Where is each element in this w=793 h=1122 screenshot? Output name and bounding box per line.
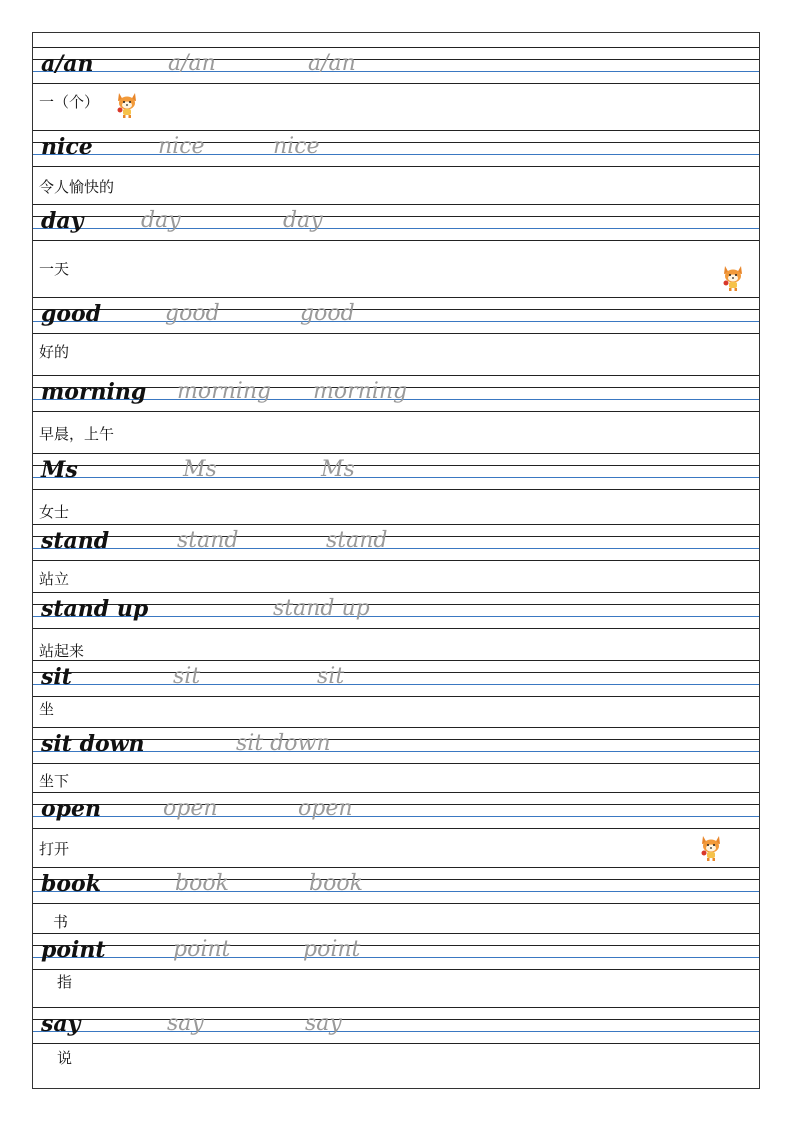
vocab-word: nice xyxy=(41,134,93,160)
vocab-word: morning xyxy=(41,379,147,405)
cartoon-fox-icon xyxy=(115,91,139,119)
vocab-meaning: 坐下 xyxy=(39,772,70,790)
vocab-meaning: 站起来 xyxy=(39,642,85,660)
vocab-word: book xyxy=(41,871,101,897)
trace-word: point xyxy=(303,937,361,962)
writing-guide-lines xyxy=(33,867,759,903)
vocab-meaning: 说 xyxy=(57,1049,73,1067)
trace-word: day xyxy=(283,208,323,233)
writing-guide-lines xyxy=(33,933,759,969)
vocab-meaning: 女士 xyxy=(39,503,70,521)
trace-word: morning xyxy=(313,379,408,404)
vocab-meaning: 打开 xyxy=(39,840,70,858)
writing-guide-lines xyxy=(33,524,759,560)
trace-word: morning xyxy=(177,379,272,404)
vocab-meaning: 早晨，上午 xyxy=(39,425,115,443)
trace-word: open xyxy=(298,796,353,821)
vocab-word: say xyxy=(41,1011,81,1037)
vocab-meaning: 站立 xyxy=(39,570,70,588)
vocab-word: sit down xyxy=(41,731,145,757)
trace-word: stand xyxy=(326,528,388,553)
trace-word: stand up xyxy=(273,596,370,621)
vocab-word: point xyxy=(41,937,106,963)
vocab-meaning: 一天 xyxy=(39,260,70,278)
writing-guide-lines xyxy=(33,453,759,489)
writing-guide-lines xyxy=(33,130,759,166)
trace-word: book xyxy=(175,871,229,896)
vocab-word: open xyxy=(41,796,102,822)
vocab-meaning: 坐 xyxy=(39,700,55,718)
trace-word: good xyxy=(300,301,355,326)
writing-guide-lines xyxy=(33,297,759,333)
vocab-meaning: 书 xyxy=(53,913,69,931)
vocab-word: stand up xyxy=(41,596,149,622)
trace-word: day xyxy=(141,208,181,233)
cartoon-fox-icon xyxy=(721,264,745,292)
vocab-word: sit xyxy=(41,664,72,690)
worksheet-page xyxy=(32,32,760,1089)
vocab-word: good xyxy=(41,301,102,327)
vocab-word: day xyxy=(41,208,84,234)
trace-word: sit xyxy=(173,664,201,689)
vocab-meaning: 令人愉快的 xyxy=(39,178,115,196)
vocab-meaning: 一（个） xyxy=(39,93,100,111)
trace-word: good xyxy=(165,301,220,326)
writing-guide-lines xyxy=(33,660,759,696)
vocab-word: stand xyxy=(41,528,110,554)
trace-word: nice xyxy=(273,134,320,159)
vocab-meaning: 好的 xyxy=(39,343,70,361)
trace-word: Ms xyxy=(321,457,355,482)
trace-word: a/an xyxy=(308,51,356,76)
trace-word: stand xyxy=(177,528,239,553)
writing-guide-lines xyxy=(33,1007,759,1043)
trace-word: sit down xyxy=(236,731,331,756)
trace-word: say xyxy=(167,1011,204,1036)
trace-word: a/an xyxy=(168,51,216,76)
trace-word: point xyxy=(173,937,231,962)
writing-guide-lines xyxy=(33,47,759,83)
trace-word: say xyxy=(305,1011,342,1036)
trace-word: nice xyxy=(158,134,205,159)
vocab-word: Ms xyxy=(41,457,78,483)
trace-word: Ms xyxy=(183,457,217,482)
vocab-word: a/an xyxy=(41,51,94,77)
trace-word: open xyxy=(163,796,218,821)
trace-word: sit xyxy=(317,664,345,689)
trace-word: book xyxy=(309,871,363,896)
cartoon-fox-icon xyxy=(699,834,723,862)
vocab-meaning: 指 xyxy=(57,973,73,991)
writing-guide-lines xyxy=(33,792,759,828)
